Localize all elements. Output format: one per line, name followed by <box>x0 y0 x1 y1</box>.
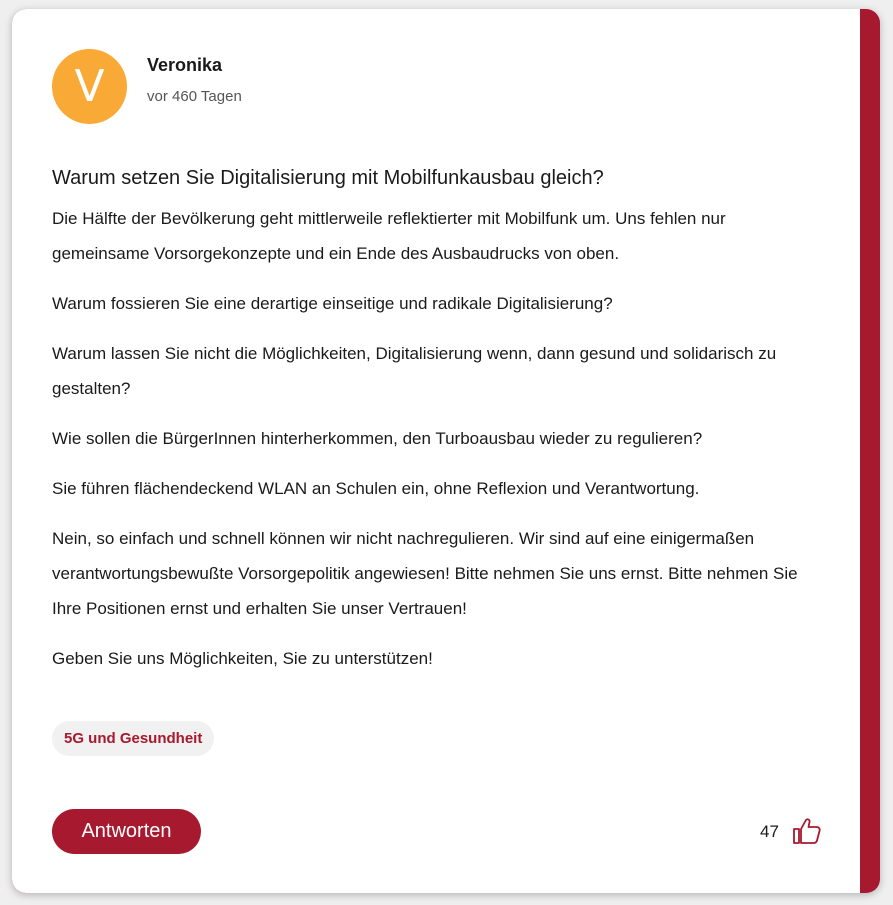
post-body <box>52 201 822 691</box>
like-count: 47 <box>760 822 779 841</box>
post-paragraph: Geben Sie uns Möglichkeiten, Sie zu unterstützen! <box>52 649 433 668</box>
post-paragraph: Nein, so einfach und schnell können wir nicht nachregulieren. Wir sind auf eine einigermaßen verantwortungsbewußte Vorsorgepolitik angewiesen! Bitte nehmen Sie uns ernst. Bitte nehmen Sie Ihre Positionen ernst und erhalten Sie unser Vertrauen! <box>52 529 798 618</box>
reply-button[interactable]: Antworten <box>52 809 201 854</box>
post-title: Warum setzen Sie Digitalisierung mit Mobilfunkausbau gleich? <box>52 167 604 189</box>
topic-tag[interactable]: 5G und Gesundheit <box>52 721 214 756</box>
post-paragraph: Wie sollen die BürgerInnen hinterherkommen, den Turboausbau wieder zu regulieren? <box>52 429 703 448</box>
post-paragraph: Die Hälfte der Bevölkerung geht mittlerweile reflektierter mit Mobilfunk um. Uns fehlen nur gemeinsame Vorsorgekonzepte und ein Ende des Ausbaudrucks von oben. <box>52 209 726 263</box>
post-paragraph: Warum lassen Sie nicht die Möglichkeiten, Digitalisierung wenn, dann gesund und solidarisch zu gestalten? <box>52 344 777 398</box>
comment-card-content <box>12 9 860 893</box>
post-time: vor 460 Tagen <box>147 88 242 105</box>
post-paragraph: Warum fossieren Sie eine derartige einseitige und radikale Digitalisierung? <box>52 294 613 313</box>
avatar: V <box>52 49 127 124</box>
author-name: Veronika <box>147 55 223 75</box>
thumbs-up-icon[interactable] <box>792 816 822 846</box>
post-paragraph: Sie führen flächendeckend WLAN an Schulen ein, ohne Reflexion und Verantwortung. <box>52 479 700 498</box>
comment-card <box>12 9 880 893</box>
